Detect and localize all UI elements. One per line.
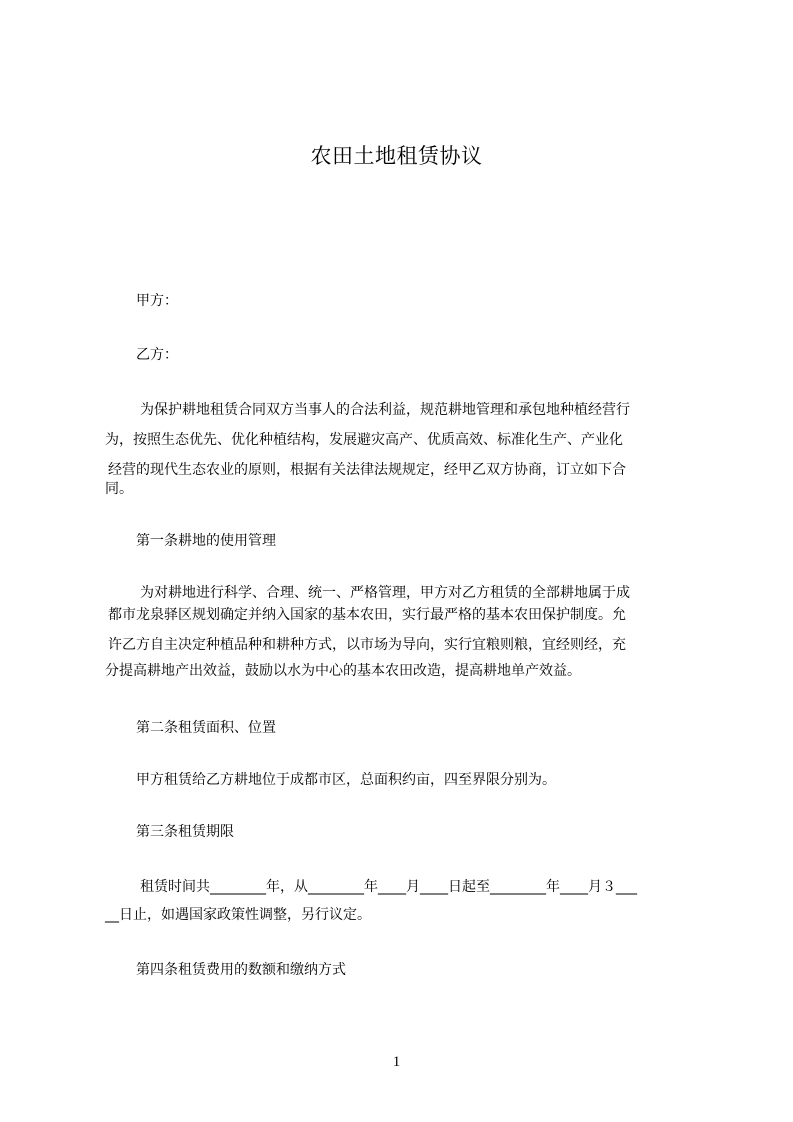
preamble-line: 为保护耕地租赁合同双方当事人的合法利益，规范耕地管理和承包地种植经营行 (140, 402, 630, 418)
article3-line: __日止，如遇国家政策性调整，另行议定。 (105, 907, 371, 923)
article3-heading: 第三条租赁期限 (136, 824, 234, 840)
article2-heading: 第二条租赁面积、位置 (136, 720, 276, 736)
article1-line: 为对耕地进行科学、合理、统一、严格管理，甲方对乙方租赁的全部耕地属于成 (140, 585, 630, 601)
article1-line: 许乙方自主决定种植品种和耕种方式，以市场为导向，实行宜粮则粮，宜经则经，充 (108, 637, 626, 653)
party-b-label: 乙方： (136, 347, 178, 363)
article1-line: 分提高耕地产出效益，鼓励以水为中心的基本农田改造，提高耕地单产效益。 (105, 663, 581, 679)
party-a-label: 甲方： (136, 293, 178, 309)
preamble-line: 同。 (105, 481, 133, 497)
preamble-line: 经营的现代生态农业的原则，根据有关法律法规规定，经甲乙双方协商，订立如下合 (108, 462, 626, 478)
article2-line: 甲方租赁给乙方耕地位于成都市区，总面积约亩，四至界限分别为。 (136, 772, 556, 788)
article1-line: 都市龙泉驿区规划确定并纳入国家的基本农田，实行最严格的基本农田保护制度。允 (108, 607, 626, 623)
page-number: 1 (392, 1054, 401, 1070)
preamble-line: 为，按照生态优先、优化种植结构，发展避灾高产、优质高效、标准化生产、产业化 (105, 432, 623, 448)
article3-line: 租赁时间共________年，从________年____月____日起至________年____月３___ (140, 879, 637, 895)
article1-heading: 第一条耕地的使用管理 (136, 533, 276, 549)
article4-heading: 第四条租赁费用的数额和缴纳方式 (136, 962, 346, 978)
document-title: 农田土地租赁协议 (310, 144, 483, 168)
